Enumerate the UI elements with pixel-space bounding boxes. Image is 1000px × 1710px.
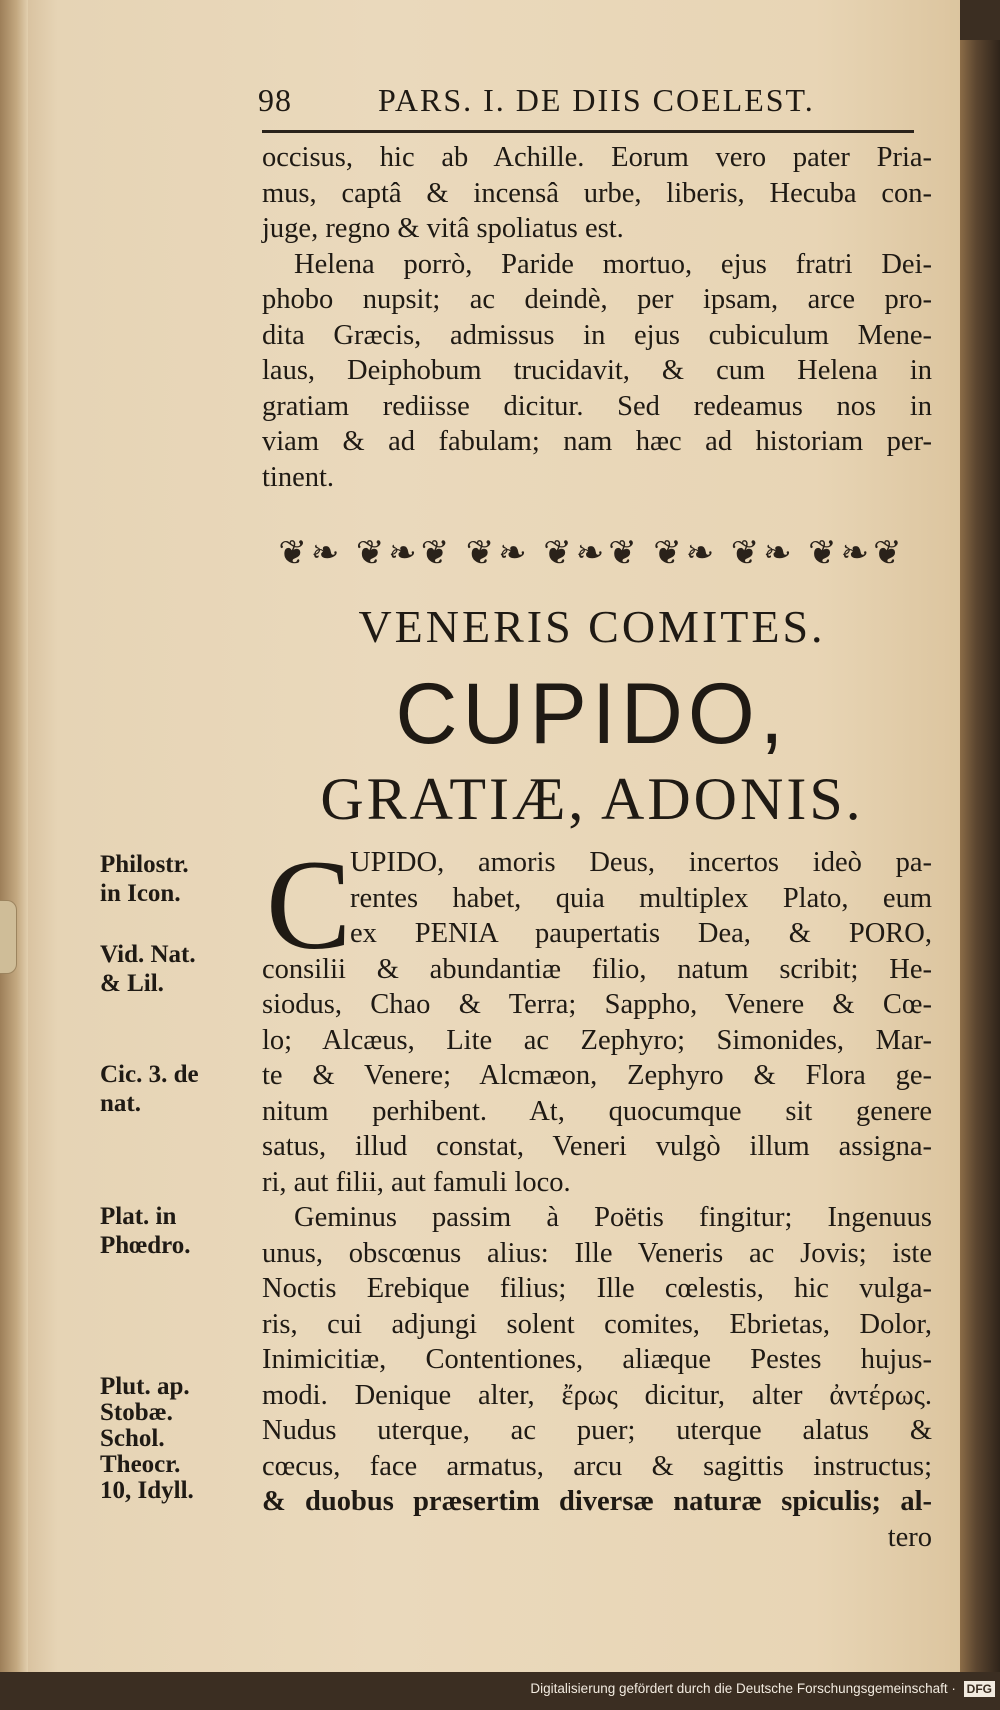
text-line: UPIDO, amoris Deus, incertos ideò pa- (350, 847, 932, 878)
page-clasp (0, 900, 17, 974)
text-line: tinent. (262, 461, 335, 493)
marginal-note: Plut. ap. Stobæ. Schol. Theocr. 10, Idyll. (100, 1373, 194, 1504)
main-text (262, 845, 932, 1555)
marginal-note: Philostr. in Icon. (100, 851, 189, 907)
text-line: dita Græcis, admissus in ejus cubiculum Mene- (262, 319, 932, 351)
chapter-title: CUPIDO, (395, 666, 789, 762)
header-rule (262, 130, 914, 133)
text-line: rentes habet, quia multiplex Plato, eum (350, 882, 932, 914)
text-line: Helena porrò, Paride mortuo, ejus fratri Dei- (294, 248, 932, 280)
text-line: Noctis Erebique filius; Ille cœlestis, hic vulga- (262, 1273, 932, 1304)
text-line: laus, Deiphobum trucidavit, & cum Helena in (262, 355, 932, 386)
marginal-note: Cic. 3. de nat. (100, 1061, 199, 1117)
dfg-logo-icon: DFG (964, 1681, 995, 1697)
marginal-note: Plat. in Phœdro. (100, 1203, 191, 1259)
text-line: satus, illud constat, Veneri vulgò illum assigna- (262, 1131, 932, 1162)
marginal-note: Vid. Nat. & Lil. (100, 941, 196, 997)
chapter-subtitle: GRATIÆ, ADONIS. (320, 766, 864, 832)
text-line: Geminus passim à Poëtis fingitur; Ingenuus (294, 1202, 932, 1233)
text-line: consilii & abundantiæ filio, natum scribit; He- (262, 953, 932, 985)
section-heading: VENERIS COMITES. (358, 601, 826, 652)
text-line: ri, aut filii, aut famuli loco. (262, 1166, 571, 1198)
text-line: Nudus uterque, ac puer; uterque alatus & (262, 1415, 932, 1446)
text-line: & duobus præsertim diversæ naturæ spiculis; al- (262, 1486, 932, 1517)
text-line: ris, cui adjungi solent comites, Ebrietas, Dolor, (262, 1308, 932, 1340)
footer-text: Digitalisierung gefördert durch die Deutsche Forschungsgemeinschaft (530, 1681, 948, 1696)
drop-cap: C (266, 834, 352, 976)
book-edge (960, 40, 1000, 1672)
text-line: te & Venere; Alcmæon, Zephyro & Flora ge- (262, 1060, 932, 1091)
catchword: tero (887, 1521, 932, 1553)
digitization-footer: Digitalisierung gefördert durch die Deutsche Forschungsgemeinschaft · DFG (0, 1676, 995, 1702)
text-line: nitum perhibent. At, quocumque sit genere (262, 1095, 932, 1127)
text-line: phobo nupsit; ac deindè, per ipsam, arce pro- (262, 284, 932, 315)
running-header (258, 82, 918, 126)
continuation-text (262, 140, 932, 495)
text-line: ex PENIA paupertatis Dea, & PORO, (350, 918, 932, 949)
page-number: 98 (258, 82, 292, 118)
page-gutter (0, 0, 28, 1672)
text-line: Inimicitiæ, Contentiones, aliæque Pestes hujus- (262, 1344, 932, 1375)
text-line: unus, obscœnus alius: Ille Veneris ac Jovis; iste (262, 1237, 932, 1269)
text-line: occisus, hic ab Achille. Eorum vero pater Pria- (262, 142, 932, 173)
running-title: PARS. I. DE DIIS COELEST. (378, 82, 815, 118)
ornamental-border: ❦❧ ❦❧❦ ❦❧ ❦❧❦ ❦❧ ❦❧ ❦❧❦ (278, 535, 906, 572)
text-line: lo; Alcæus, Lite ac Zephyro; Simonides, Mar- (262, 1024, 932, 1056)
text-line: gratiam rediisse dicitur. Sed redeamus nos in (262, 390, 932, 422)
text-line: modi. Denique alter, ἔρως dicitur, alter ἀντέρως. (262, 1379, 932, 1411)
text-line: mus, captâ & incensâ urbe, liberis, Hecuba con- (262, 177, 932, 209)
text-line: cœcus, face armatus, arcu & sagittis instructus; (262, 1450, 932, 1482)
text-line: siodus, Chao & Terra; Sappho, Venere & Cœ- (262, 989, 932, 1020)
text-line: juge, regno & vitâ spoliatus est. (262, 213, 624, 244)
text-line: viam & ad fabulam; nam hæc ad historiam per- (262, 426, 932, 457)
